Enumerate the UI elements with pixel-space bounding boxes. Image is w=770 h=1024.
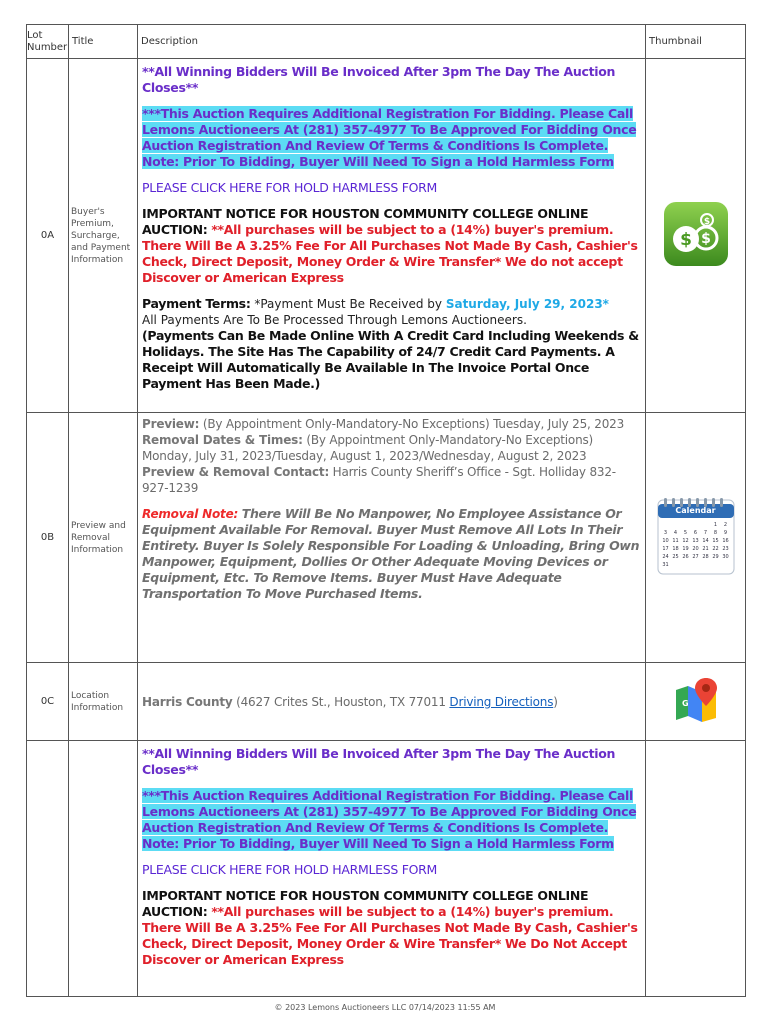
calendar-day: 24 xyxy=(662,553,669,560)
calendar-day: 16 xyxy=(722,537,729,544)
hold-harmless-link[interactable]: PLEASE CLICK HERE FOR HOLD HARMLESS FORM xyxy=(142,180,438,195)
calendar-blank xyxy=(661,522,671,528)
calendar-day: 12 xyxy=(682,537,689,544)
header-description: Description xyxy=(138,25,646,59)
header-thumbnail: Thumbnail xyxy=(646,25,746,59)
invoice-notice: **All Winning Bidders Will Be Invoiced After 3pm The Day The Auction Closes** xyxy=(142,64,616,95)
lot-number: 0B xyxy=(27,413,69,663)
lot-number: 0A xyxy=(27,59,69,413)
svg-text:$: $ xyxy=(703,216,710,227)
important-label: IMPORTANT NOTICE FOR HOUSTON COMMUNITY COLLEGE ONLINE AUCTION: xyxy=(142,888,589,919)
calendar-day: 8 xyxy=(713,529,718,536)
removal-note xyxy=(142,506,641,602)
table-row xyxy=(27,741,746,997)
page-footer: © 2023 Lemons Auctioneers LLC 07/14/2023 11:55 AM xyxy=(274,1003,496,1012)
calendar-day: 17 xyxy=(662,545,669,552)
calendar-day: 19 xyxy=(682,545,689,552)
payment-date: Saturday, July 29, 2023* xyxy=(445,297,609,311)
svg-text:G: G xyxy=(681,698,689,708)
calendar-day: 30 xyxy=(722,553,729,560)
lot-title: Preview and Removal Information xyxy=(69,413,138,663)
calendar-day: 23 xyxy=(722,545,729,552)
location-close: ) xyxy=(553,695,558,709)
removal-label: Removal Dates & Times: xyxy=(142,433,303,447)
calendar-title: Calendar xyxy=(675,505,716,515)
calendar-day: 11 xyxy=(672,537,679,544)
location-label: Harris County xyxy=(142,695,233,709)
calendar-blank xyxy=(681,522,691,528)
removal-info xyxy=(142,432,641,464)
lot-description xyxy=(138,59,646,413)
calendar-day: 1 xyxy=(713,521,718,528)
dollar-icon xyxy=(662,200,730,268)
calendar-icon xyxy=(655,496,737,576)
contact-info xyxy=(142,464,641,496)
payment-terms-label: Payment Terms: xyxy=(142,296,251,311)
registration-notice: ***This Auction Requires Additional Registration For Bidding. Please Call Lemons Auctioneers At (281) 357-4977 To Be Approved For Bidding Once Auction Registration And Review Of Terms & Conditions Is Complete. Note: Prior To Bidding, Buyer Will Need To Sign a Hold Harmless Form xyxy=(142,788,637,851)
calendar-day: 28 xyxy=(702,553,709,560)
calendar-day: 6 xyxy=(693,529,698,536)
calendar-day: 25 xyxy=(672,553,679,560)
registration-notice: ***This Auction Requires Additional Registration For Bidding. Please Call Lemons Auctioneers At (281) 357-4977 To Be Approved For Bidding Once Auction Registration And Review Of Terms & Conditions Is Complete. Note: Prior To Bidding, Buyer Will Need To Sign a Hold Harmless Form xyxy=(142,106,637,169)
preview-info xyxy=(142,416,641,432)
calendar-day: 4 xyxy=(673,529,678,536)
lot-description xyxy=(138,741,646,997)
lot-title: Location Information xyxy=(69,663,138,741)
table-row xyxy=(27,663,746,741)
removal-note-text: There Will Be No Manpower, No Employee Assistance Or Equipment Available For Removal. Buyer Must Remove All Lots In Their Entirety. Buyer Is Solely Responsible For Loading & Unloading, Bring Own Manpower, Equipment, Dollies Or Other Adequate Moving Devices or Equipment, Etc. To Remove Items. Buyer Must Have Adequate Transportation To Move Purchased Items. xyxy=(142,506,640,601)
premium-text: **All purchases will be subject to a (14%) buyer's premium. There Will Be A 3.25% Fee For All Purchases Not Made By Cash, Cashier's Check, Direct Deposit, Money Order & Wire Transfer* We do not accept Discover or American Express xyxy=(142,222,638,285)
calendar-day: 7 xyxy=(703,529,708,536)
calendar-day: 14 xyxy=(702,537,709,544)
calendar-day: 22 xyxy=(712,545,719,552)
table-row xyxy=(27,413,746,663)
lot-thumbnail xyxy=(646,59,746,413)
removal-note-label: Removal Note: xyxy=(142,507,239,521)
table-header-row xyxy=(27,25,746,59)
calendar-blank xyxy=(701,522,711,528)
table-row xyxy=(27,59,746,413)
header-title: Title xyxy=(69,25,138,59)
premium-text: **All purchases will be subject to a (14%) buyer's premium. There Will Be A 3.25% Fee For All Purchases Not Made By Cash, Cashier's Check, Direct Deposit, Money Order & Wire Transfer* We Do Not Accept Discover or American Express xyxy=(142,904,638,967)
svg-text:$: $ xyxy=(679,229,692,250)
contact-label: Preview & Removal Contact: xyxy=(142,465,330,479)
lot-thumbnail[interactable] xyxy=(646,663,746,741)
calendar-day: 2 xyxy=(723,521,728,528)
location-open: (4627 Crites St., Houston, TX 77011 xyxy=(236,695,446,709)
calendar-day: 15 xyxy=(712,537,719,544)
map-icon[interactable] xyxy=(672,676,720,724)
contact-text: Harris County Sheriff’s Office - Sgt. Holliday 832-927-1239 xyxy=(142,465,616,495)
invoice-notice: **All Winning Bidders Will Be Invoiced After 3pm The Day The Auction Closes** xyxy=(142,746,616,777)
calendar-day: 3 xyxy=(663,529,668,536)
svg-text:$: $ xyxy=(700,230,711,247)
calendar-blank xyxy=(671,522,681,528)
lot-number: 0C xyxy=(27,663,69,741)
lot-description xyxy=(138,413,646,663)
calendar-day: 13 xyxy=(692,537,699,544)
important-label: IMPORTANT NOTICE FOR HOUSTON COMMUNITY COLLEGE ONLINE AUCTION: xyxy=(142,206,589,237)
preview-text: (By Appointment Only-Mandatory-No Exceptions) Tuesday, July 25, 2023 xyxy=(202,417,625,431)
payment-terms-text: *Payment Must Be Received by xyxy=(254,297,442,311)
important-notice xyxy=(142,206,641,286)
calendar-day: 21 xyxy=(702,545,709,552)
lot-description xyxy=(138,663,646,741)
preview-label: Preview: xyxy=(142,417,200,431)
calendar-day: 20 xyxy=(692,545,699,552)
lot-thumbnail xyxy=(646,413,746,663)
calendar-day: 10 xyxy=(662,537,669,544)
payment-online: (Payments Can Be Made Online With A Credit Card Including Weekends & Holidays. The Site Has The Capability of 24/7 Credit Card Payments. A Receipt Will Automatically Be Available In The Invoice Portal Once Payment Has Been Made.) xyxy=(142,328,639,391)
calendar-day: 26 xyxy=(682,553,689,560)
lots-table xyxy=(26,24,746,997)
calendar-grid xyxy=(661,522,731,568)
calendar-day: 5 xyxy=(683,529,688,536)
lot-number xyxy=(27,741,69,997)
calendar-day: 9 xyxy=(723,529,728,536)
lot-thumbnail xyxy=(646,741,746,997)
calendar-day: 27 xyxy=(692,553,699,560)
lot-title: Buyer's Premium, Surcharge, and Payment Information xyxy=(69,59,138,413)
calendar-day: 29 xyxy=(712,553,719,560)
driving-directions-link[interactable]: Driving Directions xyxy=(449,695,554,709)
calendar-day: 31 xyxy=(662,561,669,568)
important-notice xyxy=(142,888,641,968)
header-lot-number: Lot Number xyxy=(27,25,69,59)
payment-terms xyxy=(142,296,641,392)
payment-processed: All Payments Are To Be Processed Through Lemons Auctioneers. xyxy=(142,313,527,327)
hold-harmless-link[interactable]: PLEASE CLICK HERE FOR HOLD HARMLESS FORM xyxy=(142,862,438,877)
calendar-blank xyxy=(691,522,701,528)
removal-text: (By Appointment Only-Mandatory-No Exceptions) Monday, July 31, 2023/Tuesday, August 1, 2023/Wednesday, August 2, 2023 xyxy=(142,433,594,463)
calendar-day: 18 xyxy=(672,545,679,552)
lot-title xyxy=(69,741,138,997)
